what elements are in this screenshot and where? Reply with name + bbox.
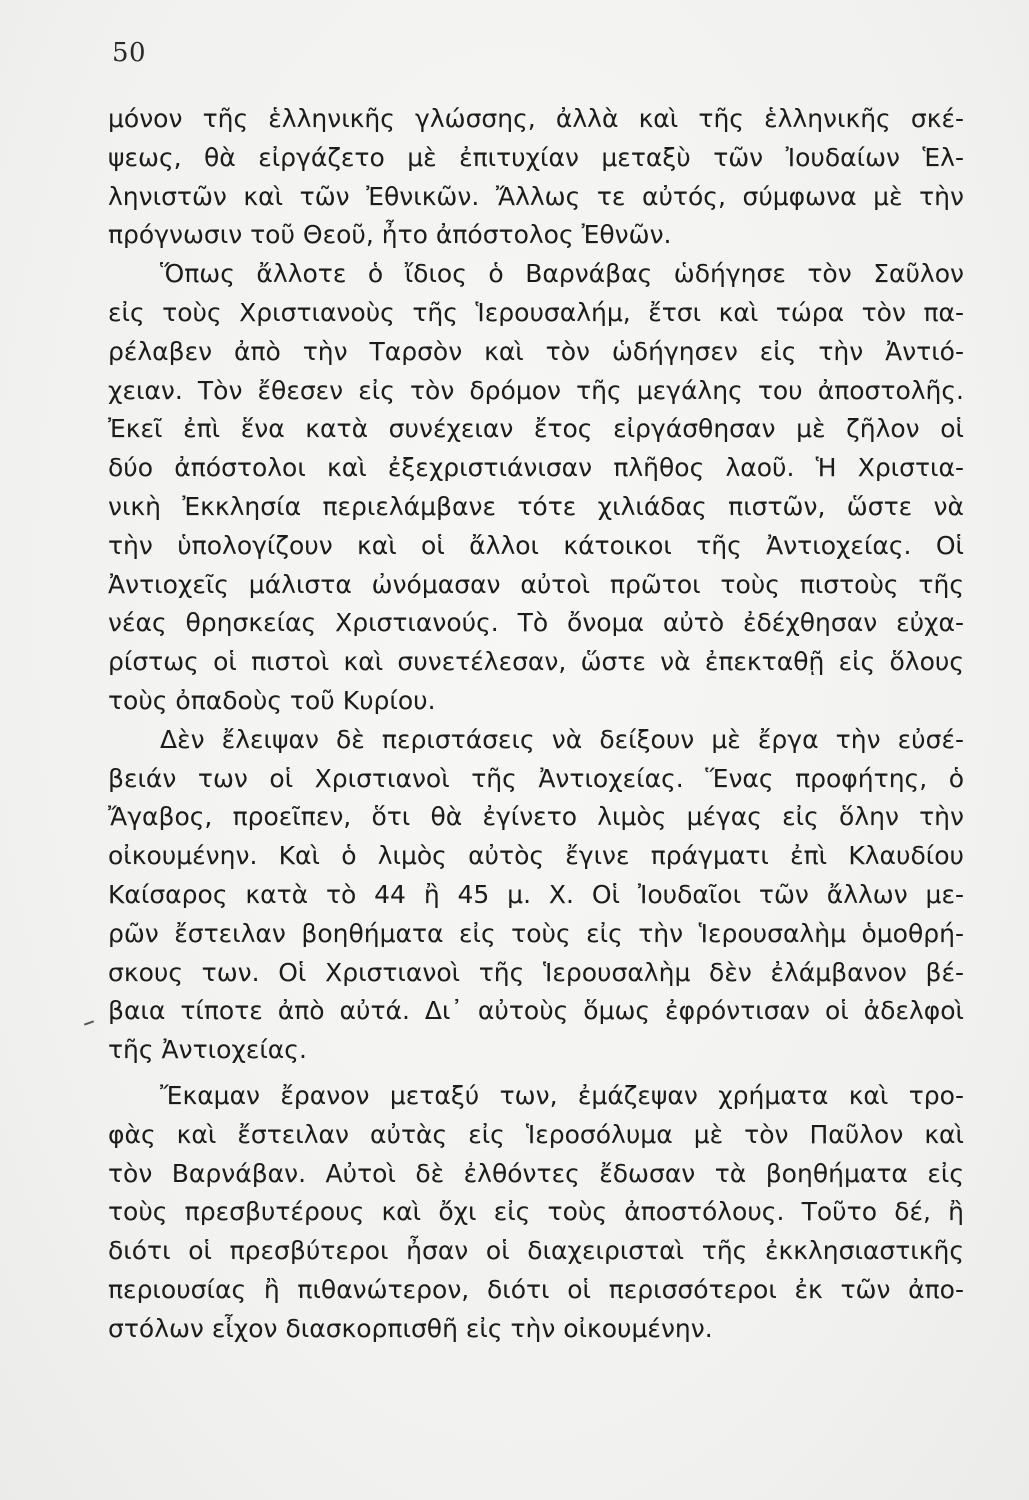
text-line: Ὅπως ἄλλοτε ὁ ἴδιος ὁ Βαρνάβας ὡδήγησε τὸν Σαῦλον bbox=[160, 259, 964, 289]
text-line: Ἐκεῖ ἐπὶ ἕνα κατὰ συνέχειαν ἔτος εἰργάσθησαν μὲ ζῆλον οἱ bbox=[108, 414, 964, 444]
text-line: Δὲν ἔλειψαν δὲ περιστάσεις νὰ δείξουν μὲ ἔργα τὴν εὐσέ- bbox=[160, 724, 964, 754]
text-line: τὴν ὑπολογίζουν καὶ οἱ ἄλλοι κάτοικοι τῆς Ἀντιοχείας. Οἱ bbox=[108, 530, 964, 560]
text-line: πρόγνωσιν τοῦ Θεοῦ, ἦτο ἀπόστολος Ἐθνῶν. bbox=[108, 220, 672, 250]
text-line: τὸν Βαρνάβαν. Αὐτοὶ δὲ ἐλθόντες ἔδωσαν τὰ βοηθήματα εἰς bbox=[108, 1158, 964, 1188]
text-line: Ἄγαβος, προεῖπεν, ὅτι θὰ ἐγίνετο λιμὸς μέγας εἰς ὅλην τὴν bbox=[108, 802, 964, 832]
text-line: μόνον τῆς ἑλληνικῆς γλώσσης, ἀλλὰ καὶ τῆς ἑλληνικῆς σκέ- bbox=[108, 104, 964, 133]
text-line: στόλων εἶχον διασκορπισθῆ εἰς τὴν οἰκουμένην. bbox=[108, 1313, 713, 1343]
paragraph-3 bbox=[108, 721, 964, 1070]
text-line: νικὴ Ἐκκλησία περιελάμβανε τότε χιλιάδας πιστῶν, ὥστε νὰ bbox=[108, 491, 964, 521]
text-line: βειάν των οἱ Χριστιανοὶ τῆς Ἀντιοχείας. Ἕνας προφήτης, ὁ bbox=[108, 763, 964, 793]
paragraph-2 bbox=[108, 255, 964, 721]
text-line: δύο ἀπόστολοι καὶ ἐξεχριστιάνισαν πλῆθος λαοῦ. Ἡ Χριστια- bbox=[108, 453, 964, 483]
body-text bbox=[108, 100, 964, 1349]
text-line: ρίστως οἱ πιστοὶ καὶ συνετέλεσαν, ὥστε νὰ ἐπεκταθῇ εἰς ὅλους bbox=[108, 647, 964, 677]
text-line: τοὺς πρεσβυτέρους καὶ ὄχι εἰς τοὺς ἀποστόλους. Τοῦτο δέ, ἢ bbox=[108, 1197, 964, 1227]
text-line: ψεως, θὰ εἰργάζετο μὲ ἐπιτυχίαν μεταξὺ τῶν Ἰουδαίων Ἑλ- bbox=[108, 142, 964, 172]
text-line: βαια τίποτε ἀπὸ αὐτά. Δι᾿ αὐτοὺς ὅμως ἐφρόντισαν οἱ ἀδελφοὶ bbox=[108, 996, 964, 1026]
text-line: φὰς καὶ ἔστειλαν αὐτὰς εἰς Ἱεροσόλυμα μὲ τὸν Παῦλον καὶ bbox=[108, 1119, 964, 1149]
page-number: 50 bbox=[112, 38, 147, 68]
text-line: σκους των. Οἱ Χριστιανοὶ τῆς Ἱερουσαλὴμ δὲν ἐλάμβανον βέ- bbox=[108, 957, 964, 987]
text-line: ρῶν ἔστειλαν βοηθήματα εἰς τοὺς εἰς τὴν Ἱερουσαλὴμ ὁμοθρή- bbox=[108, 918, 964, 948]
text-line: ληνιστῶν καὶ τῶν Ἐθνικῶν. Ἄλλως τε αὐτός, σύμφωνα μὲ τὴν bbox=[108, 181, 964, 211]
text-line: τῆς Ἀντιοχείας. bbox=[108, 1035, 307, 1065]
text-line: διότι οἱ πρεσβύτεροι ἦσαν οἱ διαχειρισταὶ τῆς ἐκκλησιαστικῆς bbox=[108, 1236, 964, 1266]
text-line: Καίσαρος κατὰ τὸ 44 ἢ 45 μ. Χ. Οἱ Ἰουδαῖοι τῶν ἄλλων με- bbox=[108, 879, 964, 909]
text-line: χειαν. Τὸν ἔθεσεν εἰς τὸν δρόμον τῆς μεγάλης του ἀποστολῆς. bbox=[108, 375, 964, 405]
text-line: εἰς τοὺς Χριστιανοὺς τῆς Ἱερουσαλήμ, ἔτσι καὶ τώρα τὸν πα- bbox=[108, 297, 964, 327]
text-line: Ἀντιοχεῖς μάλιστα ὠνόμασαν αὐτοὶ πρῶτοι τοὺς πιστοὺς τῆς bbox=[108, 569, 964, 599]
paragraph-1 bbox=[108, 100, 964, 255]
text-line: Ἔκαμαν ἔρανον μεταξύ των, ἐμάζεψαν χρήματα καὶ τρο- bbox=[160, 1080, 964, 1110]
text-line: περιουσίας ἢ πιθανώτερον, διότι οἱ περισσότεροι ἐκ τῶν ἀπο- bbox=[108, 1274, 964, 1304]
text-line: νέας θρησκείας Χριστιανούς. Τὸ ὄνομα αὐτὸ ἐδέχθησαν εὐχα- bbox=[108, 608, 964, 638]
margin-mark bbox=[84, 1020, 94, 1025]
text-line: τοὺς ὀπαδοὺς τοῦ Κυρίου. bbox=[108, 685, 436, 715]
paragraph-4 bbox=[108, 1077, 964, 1349]
text-line: οἰκουμένην. Καὶ ὁ λιμὸς αὐτὸς ἔγινε πράγματι ἐπὶ Κλαυδίου bbox=[108, 841, 964, 871]
paragraph-spacer bbox=[108, 1070, 964, 1077]
text-line: ρέλαβεν ἀπὸ τὴν Ταρσὸν καὶ τὸν ὡδήγησεν εἰς τὴν Ἀντιό- bbox=[108, 336, 964, 366]
